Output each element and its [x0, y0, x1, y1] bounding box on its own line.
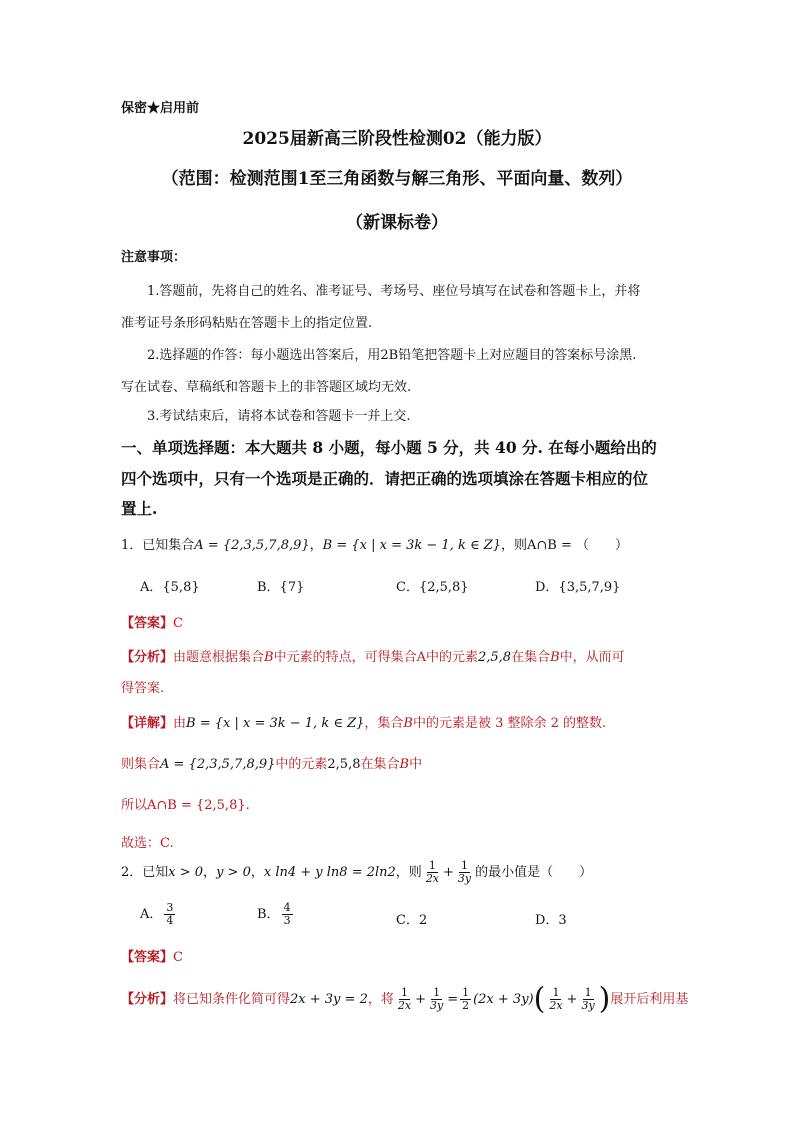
question-2-option-d: D．3: [535, 913, 567, 928]
question-1-analysis-line-1: 【分析】由题意根据集合B中元素的特点，可得集合A中的元素2,5,8在集合B中，从而可: [121, 650, 625, 665]
notice-heading: 注意事项：: [121, 250, 187, 265]
question-2-stem: 2．已知x > 0，y > 0，x ln4 + y ln8 = 2ln2，则 $\frac{1}{2x}$ + $\frac{1}{3y}$ 的最小值是（ ）: [121, 859, 593, 885]
question-1-option-b: B．{7}: [257, 580, 305, 595]
question-2-option-a: A． $\frac{3}{4}$: [140, 901, 174, 927]
question-1-analysis-line-2: 得答案.: [121, 681, 165, 696]
question-2-analysis: 【分析】将已知条件化简可得2x + 3y = 2，将 $\frac{1}{2x}$ + $\frac{1}{3y}$ = $\frac{1}{2}$ (2x + 3y)( $\frac{1}{2x}$ + $\frac{1}{3y}$ )展开后利用基: [121, 981, 689, 1017]
question-1-detail-line-1: 【详解】由B = {x | x = 3k − 1, k ∈ Z}，集合B中的元素是被 3 整除余 2 的整数.: [121, 716, 607, 731]
exam-scope: （范围：检测范围1至三角函数与解三角形、平面向量、数列）: [161, 169, 633, 189]
question-1-detail-line-2: 则集合A = {2,3,5,7,8,9}中的元素2,5,8在集合B中: [121, 757, 423, 772]
question-1-conclusion: 故选：C.: [121, 836, 174, 851]
notice-item-1-line-1: 1.答题前，先将自己的姓名、准考证号、考场号、座位号填写在试卷和答题卡上，并将: [147, 284, 641, 299]
question-1-stem: 1．已知集合A = {2,3,5,7,8,9}，B = {x | x = 3k − 1, k ∈ Z}，则A∩B = （ ）: [121, 538, 629, 553]
section-1-line-3: 置上.: [121, 499, 158, 518]
section-1-line-1: 一、单项选择题：本大题共 8 小题，每小题 5 分，共 40 分. 在每小题给出的: [121, 438, 657, 457]
notice-item-2-line-1: 2.选择题的作答：每小题选出答案后，用2B铅笔把答题卡上对应题目的答案标号涂黑.: [147, 348, 637, 363]
question-1-option-d: D．{3,5,7,9}: [535, 580, 621, 595]
exam-title: 2025届新高三阶段性检测02（能力版）: [242, 129, 552, 149]
question-1-option-c: C．{2,5,8}: [396, 580, 469, 595]
confidential-label: 保密★启用前: [121, 101, 200, 116]
question-2-option-c: C．2: [396, 913, 428, 928]
notice-item-3: 3.考试结束后，请将本试卷和答题卡一并上交.: [147, 409, 411, 424]
notice-item-1-line-2: 准考证号条形码粘贴在答题卡上的指定位置.: [121, 316, 373, 331]
notice-item-2-line-2: 写在试卷、草稿纸和答题卡上的非答题区域均无效.: [121, 380, 412, 395]
section-1-line-2: 四个选项中，只有一个选项是正确的．请把正确的选项填涂在答题卡相应的位: [121, 469, 649, 488]
question-1-answer: 【答案】C: [121, 616, 183, 631]
question-2-answer: 【答案】C: [121, 950, 183, 965]
question-1-option-a: A．{5,8}: [140, 580, 200, 595]
fraction-1-over-3y: $\frac{1}{3y}$: [457, 859, 472, 885]
exam-type: （新课标卷）: [346, 213, 448, 233]
question-1-detail-line-3: 所以A∩B = {2,5,8}.: [121, 798, 250, 813]
fraction-1-over-2x: $\frac{1}{2x}$: [425, 859, 440, 885]
question-2-option-b: B． $\frac{4}{3}$: [257, 901, 291, 927]
